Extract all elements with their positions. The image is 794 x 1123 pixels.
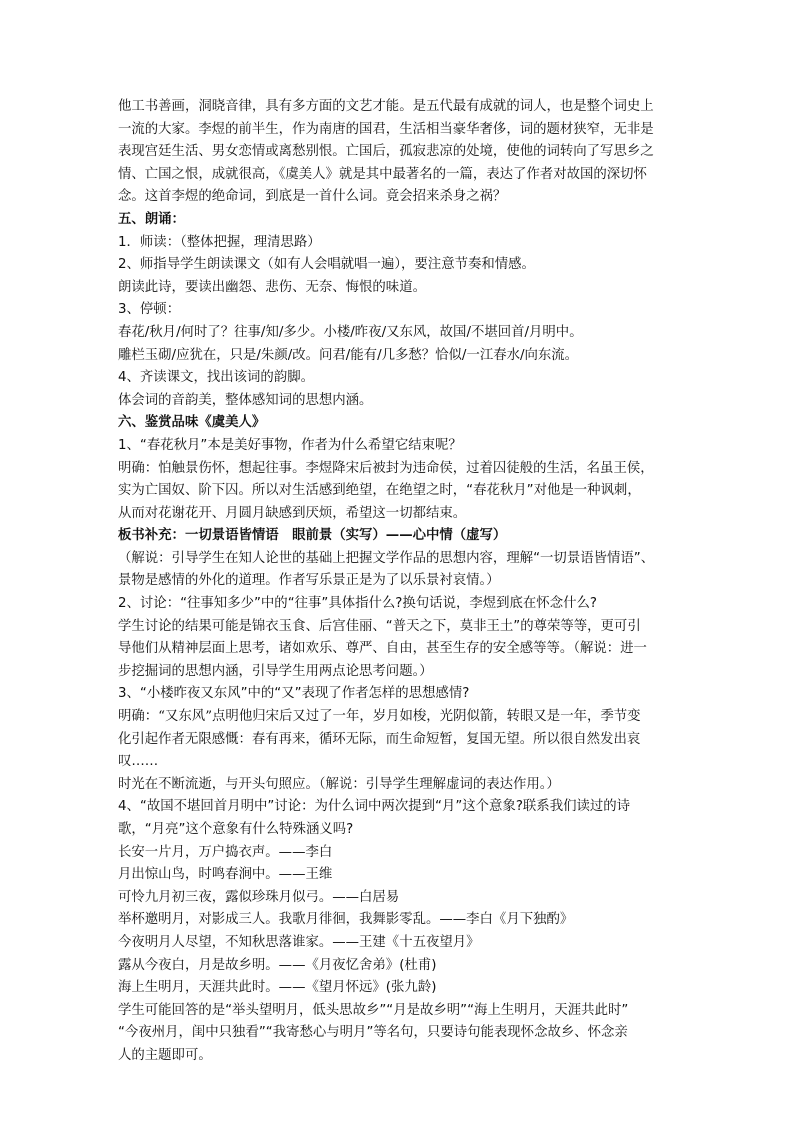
text-line: 明确：怕触景伤怀，想起往事。李煜降宋后被封为违命侯，过着囚徒般的生活，名虽王侯， (118, 460, 654, 476)
poem-quote-line: 海上生明月，天涯共此时。——《望月怀远》(张九龄) (118, 980, 437, 996)
text-line: 明确：“又东风”点明他归宋后又过了一年，岁月如梭，光阴似箭，转眼又是一年，季节变 (118, 709, 641, 725)
text-line: 叹…… (118, 754, 159, 770)
text-line: 4、齐读课文，找出该词的韵脚。 (118, 370, 314, 386)
text-line: 人的主题即可。 (118, 1047, 212, 1063)
text-line: 从而对花谢花开、月圆月缺感到厌烦，希望这一切都结束。 (118, 505, 467, 521)
text-line: 步挖掘词的思想内涵，引导学生用两点论思考问题。） (118, 663, 433, 679)
poem-quote-line: 月出惊山鸟，时鸣春涧中。——王维 (118, 867, 333, 883)
text-line: 朗读此诗，要读出幽怨、悲伤、无奈、悔恨的味道。 (118, 279, 426, 295)
section-heading-appreciation: 六、鉴赏品味《虞美人》 (118, 415, 266, 431)
text-line: 雕栏玉砌/应犹在，只是/朱颜/改。问君/能有/几多愁？恰似/一江春水/向东流。 (118, 347, 579, 363)
text-line: 学生讨论的结果可能是锦衣玉食、后宫佳丽、“普天之下，莫非王土”的尊荣等等，更可引 (118, 618, 641, 634)
poem-quote-line: 长安一片月，万户捣衣声。——李白 (118, 844, 333, 860)
text-line: “今夜州月，闺中只独看”“我寄愁心与明月”等名句，只要诗句能表现怀念故乡、怀念亲 (118, 1025, 628, 1041)
poem-quote-line: 露从今夜白，月是故乡明。——《月夜忆舍弟》(杜甫) (118, 957, 437, 973)
text-line: 念。这首李煜的绝命词，到底是一首什么词。竟会招来杀身之祸？ (118, 189, 507, 205)
text-line: 春花/秋月/何时了？往事/知/多少。小楼/昨夜/又东风，故国/不堪回首/月明中。 (118, 324, 583, 340)
text-line: 实为亡国奴、阶下囚。所以对生活感到绝望，在绝望之时，“春花秋月”对他是一种讽刺， (118, 483, 641, 499)
text-line: 化引起作者无限感慨：春有再来，循环无际，而生命短暂，复国无望。所以很自然发出哀 (118, 731, 641, 747)
text-line: 情、亡国之恨，成就很高，《虞美人》就是其中最著名的一篇，表达了作者对故国的深切怀 (118, 166, 647, 182)
text-line: 时光在不断流逝，与开头句照应。（解说：引导学生理解虚词的表达作用。） (118, 776, 560, 792)
text-line: 他工书善画，洞晓音律，具有多方面的文艺才能。是五代最有成就的词人，也是整个词史上 (118, 99, 654, 114)
text-line: 1．师读：（整体把握，理清思路） (118, 234, 321, 250)
text-line: 体会词的音韵美，整体感知词的思想内涵。 (118, 392, 373, 408)
text-line: 导他们从精神层面上思考，诸如欢乐、尊严、自由，甚至生存的安全感等等。（解说：进一 (118, 641, 647, 657)
text-line: 3、停顿： (118, 302, 181, 318)
text-line: 歌，“月亮”这个意象有什么特殊涵义吗? (118, 822, 354, 837)
text-line: 2、讨论：“往事知多少”中的“往事”具体指什么?换句话说，李煜到底在怀念什么? (118, 596, 597, 612)
poem-quote-line: 可怜九月初三夜，露似珍珠月似弓。——白居易 (118, 889, 400, 905)
text-line: （解说：引导学生在知人论世的基础上把握文学作品的思想内容，理解“一切景语皆情语”、 (118, 550, 655, 566)
section-heading-recitation: 五、朗诵： (118, 211, 185, 227)
text-line: 一流的大家。李煜的前半生，作为南唐的国君，生活相当豪华奢侈，词的题材狭窄，无非是 (118, 121, 654, 137)
blackboard-note: 板书补充：一切景语皆情语 眼前景（实写）——心中情（虚写） (118, 528, 507, 544)
poem-quote-line: 举杯邀明月，对影成三人。我歌月徘徊，我舞影零乱。——李白《月下独酌》 (118, 912, 574, 928)
document-body (118, 96, 678, 1068)
poem-quote-line: 今夜明月人尽望，不知秋思落谁家。——王建《十五夜望月》 (118, 934, 480, 950)
text-line: 3、“小楼昨夜又东风”中的“又”表现了作者怎样的思想感情? (118, 686, 470, 702)
text-line: 1、“春花秋月”本是美好事物，作者为什么希望它结束呢？ (118, 437, 462, 453)
text-line: 2、师指导学生朗读课文（如有人会唱就唱一遍），要注意节奏和情感。 (118, 257, 535, 273)
text-line: 学生可能回答的是“举头望明月，低头思故乡”“月是故乡明”“海上生明月，天涯共此时” (118, 1002, 629, 1018)
text-line: 景物是感情的外化的道理。作者写乐景正是为了以乐景衬哀情。） (118, 573, 500, 589)
text-line: 4、“故国不堪回首月明中”讨论：为什么词中两次提到“月”这个意象?联系我们读过的诗 (118, 799, 631, 815)
text-line: 表现宫廷生活、男女恋情或离愁别恨。亡国后，孤寂悲凉的处境，使他的词转向了写思乡之 (118, 144, 654, 160)
